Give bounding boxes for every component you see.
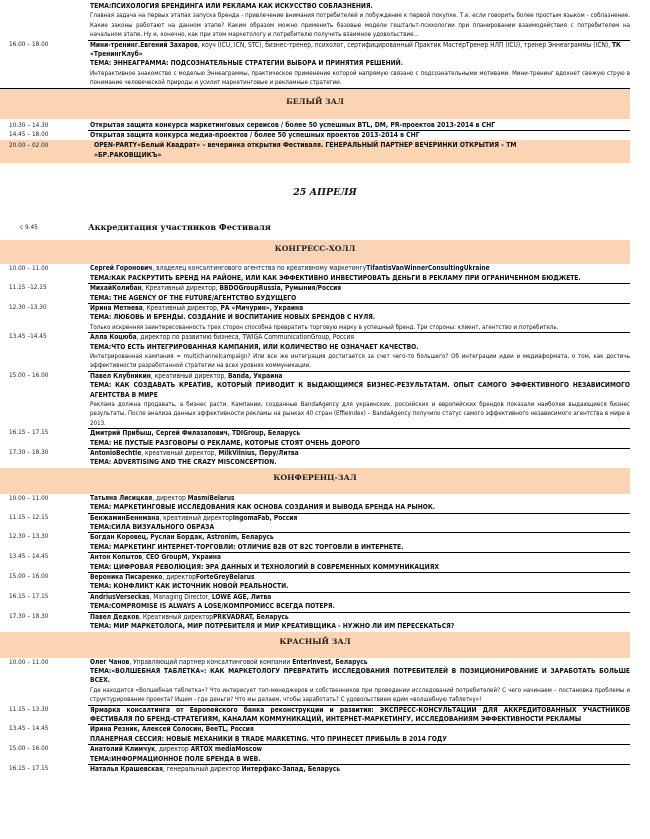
session-topic: ТЕМА: ЭННЕАГРАММА: ПОДСОЗНАТЕЛЬНЫЕ СТРАТЕГИИ ВЫБОРА И ПРИНЯТИЯ РЕШЕНИЙ. <box>90 59 403 68</box>
session-time: 16.15 – 17.15 <box>9 591 49 600</box>
session-time: 17.30 – 18.30 <box>9 611 49 620</box>
speaker-name: Татьяна Лисицкая <box>90 493 153 502</box>
session-topic: ТЕМА: МИР МАРКЕТОЛОГА, МИР ПОТРЕБИТЕЛЯ И МИР КРЕАТИВЩИКА - НУЖНО ЛИ ИМ ПЕРЕСЕКАТЬСЯ? <box>90 622 455 631</box>
session-row <box>0 724 650 744</box>
speaker-org: ARTOX mediaMoscow <box>190 745 263 754</box>
session-topic: ТЕМА: КАК СОЗДАВАТЬ КРЕАТИВ, КОТОРЫЙ ПРИВОДИТ К ВЫДАЮЩИМСЯ БИЗНЕС-РЕЗУЛЬТАТАМ. ОПЫТ САМОГО ЭФФЕКТИВНОГО НЕЗАВИСИМОГО АГЕНТСТВА В МИРЕ <box>90 381 630 399</box>
speaker-role: , Креативный директор <box>139 612 214 621</box>
speaker-line <box>90 514 630 523</box>
speaker-org: MilkVilnius, Перу/Литва <box>218 449 299 457</box>
speaker-org: Banda, Украина <box>228 371 283 380</box>
speaker-line <box>90 533 630 542</box>
accreditation-text: Аккредитация участников Фестиваля <box>88 222 271 233</box>
speaker-name: Сергей Горонович <box>90 264 153 273</box>
session-topic: ТЕМА: МАРКЕТИНГ ИНТЕРНЕТ-ТОРГОВЛИ: ОТЛИЧИЕ B2B ОТ B2C ТОРГОВЛИ В ИНТЕРНЕТЕ. <box>90 542 404 551</box>
session-content <box>88 552 630 572</box>
session-content <box>88 448 630 468</box>
speaker-name: Ирина Метнева <box>90 303 143 312</box>
session-topic: ТЕМА:ЧТО ЕСТЬ ИНТЕГРИРОВАННАЯ КАМПАНИЯ, ИЛИ КОЛИЧЕСТВО НЕ ОЗНАЧАЕТ КАЧЕСТВО. <box>90 342 419 351</box>
session-time: 11.15 – 12.15 <box>9 512 49 521</box>
speaker-org: BBDOGroupRussia, Румыния/Россия <box>219 284 342 293</box>
session-time: 16.00 – 18.00 <box>9 39 49 48</box>
session-row <box>0 130 650 140</box>
session-row <box>0 532 650 552</box>
session-topic: ТЕМА:КАК РАСКРУТИТЬ БРЕНД НА РАЙОНЕ, ИЛИ КАК ЭФФЕКТИВНО ИНВЕСТИРОВАТЬ ДЕНЬГИ В РЕКЛАМУ ПРИ ОГРАНИЧЕННОМ БЮДЖЕТЕ. <box>90 273 581 282</box>
speaker-name: AntonioBechtle <box>90 449 142 457</box>
session-row <box>0 764 650 774</box>
speaker-org: EnterInvest, Беларусь <box>292 657 368 666</box>
session-content <box>88 332 630 371</box>
speaker-name: AndriusVerseckas <box>90 592 150 601</box>
speaker-name: Павел Дедков <box>90 612 140 621</box>
speaker-org: LOWE AGE, Литва <box>211 592 272 601</box>
session-content <box>88 724 630 744</box>
speaker-line <box>90 725 630 734</box>
speaker-org: PRKVADRAT, Беларусь <box>213 612 289 621</box>
session-time: 10.00 – 11.00 <box>9 493 49 502</box>
speaker-line <box>90 613 630 622</box>
session-time: 15.00 – 16.00 <box>9 744 49 753</box>
session-content <box>88 705 630 725</box>
hall-header-white: БЕЛЫЙ ЗАЛ <box>0 88 630 119</box>
session-title: OPEN-PARTY«Белый Квадрат» – вечеринка открытия Фестиваля. ГЕНЕРАЛЬНЫЙ ПАРТНЕР ВЕЧЕРИНКИ ОТКРЫТИЯ – ТМ «БР.РАКОВЩИКЪ» <box>94 141 517 159</box>
session-row <box>0 40 650 88</box>
speaker-role: , директор <box>152 493 188 502</box>
speaker-line <box>90 304 630 313</box>
session-row <box>0 612 650 632</box>
session-row <box>0 140 630 163</box>
session-description: Только искренняя заинтересованность трех сторон способна превратить торговую марку в успешный бренд. Три стороны: клиент, агентство и потребитель. <box>90 323 559 331</box>
session-time: 12.30 – 13.30 <box>9 532 49 541</box>
speaker-name: Богдан Коровец, Руслан Бордак, Astronim, Беларусь <box>90 533 274 542</box>
speaker-name: Павел Клубникин <box>90 371 151 380</box>
session-time: 13.45 –14.45 <box>9 332 47 341</box>
session-topic: ТЕМА: НЕ ПУСТЫЕ РАЗГОВОРЫ О РЕКЛАМЕ, КОТОРЫЕ СТОЯТ ОЧЕНЬ ДОРОГО <box>90 438 361 447</box>
session-topic: ТЕМА: ADVERTISING AND THE CRAZY MISCONCEPTION. <box>90 458 277 467</box>
session-row <box>0 264 650 283</box>
session-time: 16.15 – 17.15 <box>9 428 49 437</box>
session-description: Интерактивное знакомство с моделью Эннеаграммы, практическое применение которой напрямую связано с подсознательными мотивами. Мини-тренинг вдохнет свежую струю в понимание человеческой природы и усилит маркетинговые и рекламные стратегии. <box>90 69 630 87</box>
session-row <box>0 705 650 725</box>
session-time <box>0 2 88 40</box>
speaker-role: , директор по развитию бизнеса, TWIGA CommunicationGroup, Россия <box>136 333 354 342</box>
session-description: Реклама должна продавать, а бизнес расти. Кампании, созданные BandaAgency для украинских, российских и европейских брендов показали наиболее выдающиеся бизнес результаты. После анализа данных эффективности рекламы на рынках 40 стран (EffieIndex) – BandaAgency получило статус самого эффективного независимого агентства в мире в 2013. <box>90 400 630 427</box>
speaker-org: Интерфакс-Запад, Беларусь <box>241 764 341 773</box>
session-row <box>0 2 650 40</box>
speaker-line <box>90 372 630 381</box>
speaker-role: , креативный директор, <box>141 449 219 457</box>
session-content <box>88 592 630 612</box>
speaker-org: TDIGroup, Беларусь <box>231 429 301 438</box>
speaker-line <box>90 765 630 774</box>
session-content <box>88 744 630 764</box>
speaker-name: Мини-тренинг.Евгений Захаров <box>90 40 198 49</box>
speaker-name: Алла Коцюба <box>90 333 137 342</box>
session-row <box>0 592 650 612</box>
hall-header-congress: КОНГРЕСС-ХОЛЛ <box>0 240 630 264</box>
speaker-line <box>90 284 630 293</box>
session-topic: ТЕМА: THE AGENCY OF THE FUTURE/АГЕНТСТВО БУДУЩЕГО <box>90 293 297 302</box>
session-content <box>88 40 630 88</box>
session-row <box>0 744 650 764</box>
session-row <box>0 513 650 533</box>
session-content <box>88 303 630 332</box>
session-description: Интегрированная кампания = multichannelcampaign? Или все же интеграция достигается за счет чего-то большего? Об интеграции идеи и медиаформата, о том, как достичь эффективности разработанной стратегии на всех уровнях коммуникации. <box>90 352 630 370</box>
session-topic: ПЛАНЕРНАЯ СЕССИЯ: НОВЫЕ МЕХАНИКИ В TRADE MARKETING. ЧТО ПРИНЕСЕТ ПРИБЫЛЬ В 2014 ГОДУ <box>90 734 447 743</box>
speaker-role: , коуч (ICU, ICN, STC), бизнес-тренер, психолог, сертифицированный Практик МастерТренер НЛП (ICU), тренер Эннеаграммы (ICN), <box>197 40 612 49</box>
accreditation-time: с 9.45 <box>20 222 38 231</box>
speaker-org: РА «Мичурин», Украина <box>220 303 304 312</box>
speaker-line <box>90 333 630 342</box>
speaker-line <box>90 264 630 273</box>
session-content <box>88 283 630 303</box>
session-time: 10.00 – 11.00 <box>9 657 49 666</box>
session-content <box>88 612 630 632</box>
session-title: Открытая защита конкурса медиа-проектов / более 50 успешных проектов 2013-2014 в СНГ <box>88 130 630 140</box>
session-row <box>0 121 650 130</box>
speaker-name: Дмитрий Прибыш, Сергей Филазапович, <box>90 429 231 438</box>
speaker-line <box>90 745 630 754</box>
session-content <box>88 513 630 533</box>
speaker-name: Вероника Писаренко <box>90 573 163 582</box>
session-topic: ТЕМА:COMPROMISE IS ALWAYS A LOSE/КОМПРОМИСС ВСЕГДА ПОТЕРЯ. <box>90 602 335 611</box>
speaker-line <box>90 553 630 562</box>
session-content <box>88 371 630 428</box>
speaker-role: , Управляющий партнер консалтинговой компании <box>129 657 293 666</box>
session-time: 14.45 – 18.00 <box>9 130 49 139</box>
session-content <box>88 658 630 705</box>
session-row <box>0 303 650 332</box>
session-content <box>88 532 630 552</box>
session-topic: ТЕМА: КОНФЛИКТ КАК ИСТОЧНИК НОВОЙ РЕАЛЬНОСТИ. <box>90 582 289 591</box>
speaker-role: , креативный директор, <box>150 371 228 380</box>
speaker-org: CEO GroupM, Украина <box>145 553 221 562</box>
date-heading: 25 АПРЕЛЯ <box>293 187 357 199</box>
session-row <box>0 283 650 303</box>
speaker-role: , креативный директор <box>159 513 233 522</box>
session-content <box>88 2 630 40</box>
speaker-name: Антон Копытов <box>90 553 143 562</box>
session-time: 10.30 – 14.30 <box>9 120 49 129</box>
session-content <box>88 494 630 513</box>
speaker-org: ForteGreyBelarus <box>195 573 255 582</box>
speaker-name: Ирина Резник, Алексей Солосин, BeeTL, Россия <box>90 725 254 734</box>
session-topic: ТЕМА:СИЛА ВИЗУАЛЬНОГО ОБРАЗА <box>90 523 215 532</box>
session-row <box>0 448 650 468</box>
session-time: 15.00 – 16.00 <box>9 370 49 379</box>
speaker-org: IngomaFab, Россия <box>232 513 298 522</box>
speaker-role: , Managing Director, <box>149 592 212 601</box>
speaker-name: Анатолий Климчук <box>90 745 156 754</box>
session-title: Открытая защита конкурса маркетинговых сервисов / более 50 успешных BTL, DM, PR-проектов 2013-2014 в СНГ <box>90 120 496 129</box>
session-row <box>0 494 650 513</box>
speaker-role: , владелец консалтингового агентства по креативному маркетингу <box>152 264 367 273</box>
session-time: 11.15 – 13.30 <box>9 704 49 713</box>
session-content <box>88 764 630 774</box>
speaker-line <box>90 593 630 602</box>
session-content <box>88 572 630 592</box>
speaker-name: БенжаминБеннмана <box>90 513 160 522</box>
speaker-org: ТК «ТренингКлуб» <box>90 40 621 59</box>
session-topic: ТЕМА: ЦИФРОВАЯ РЕВОЛЮЦИЯ: ЭРА ДАННЫХ И ТЕХНОЛОГИЙ В СОВРЕМЕННЫХ КОММУНИКАЦИЯХ <box>90 562 439 571</box>
hall-header-red: КРАСНЫЙ ЗАЛ <box>0 632 630 658</box>
session-row <box>0 428 650 448</box>
speaker-name: Наталья Крашевская <box>90 764 163 773</box>
session-row <box>0 658 650 705</box>
session-topic: Ярмарка консалтинга от Европейского банка реконструкции и развития: ЭКСПРЕСС-КОНСУЛЬТАЦИИ ДЛЯ АККРЕДИТОВАННЫХ УЧАСТНИКОВ ФЕСТИВАЛЯ ПО БРЕНД-СТРАТЕГИЯМ, КАНАЛАМ КОММУНИКАЦИЙ, ИНТЕРНЕТ-МАРКЕТИНГУ, ИССЛЕДОВАНИЯМ ЭФФЕКТИВНОСТИ РЕКЛАМЫ <box>90 705 630 723</box>
session-row <box>0 371 650 428</box>
speaker-role: , Креативный директор, <box>141 284 220 293</box>
session-description: Где находится «Волшебная таблетка»? Что интересует топ-менеджеров и собственников при проведении исследований потребителей? С чего начинаем – постановка проблемы и структурирование проекта? Ищем - где деньги? Что мы делаем, чтобы заработать? С удовольствием едим «волшебную таблетку»! <box>90 686 630 704</box>
speaker-role: , Креативный директор, <box>142 303 221 312</box>
session-topic: ТЕМА:«ВОЛШЕБНАЯ ТАБЛЕТКА»: КАК МАРКЕТОЛОГУ ПРЕВРАТИТЬ ИССЛЕДОВАНИЯ ПОТРЕБИТЕЛЕЙ В ПОЗИЦИОНИРОВАНИЕ И ЗАРАБОТАТЬ БОЛЬШЕ ВСЕХ. <box>90 666 630 685</box>
session-time: 10.00 – 11.00 <box>9 264 49 273</box>
session-time: 13.45 – 14.45 <box>9 552 49 561</box>
session-time: 13.45 – 14.45 <box>9 724 49 733</box>
speaker-org: MasmiBelarus <box>187 493 235 502</box>
session-description: Главная задача на первых этапах запуска бренда - привлечение внимания потребителей и побуждение к первой покупке. Т.е. если говорить более простым языком - соблазнение. Какие законы работают на данном этапе? Каким образом можно применить базовые модели гештальт-психологии при планировании взаимодействия с потребителем на начальном этапе. Ну и, конечно, как при этом маркетологу и потребителю получить взаимное удовольствие... <box>90 12 630 39</box>
session-time: 15.00 – 16.00 <box>9 572 49 581</box>
speaker-role: , директор <box>162 573 196 582</box>
session-content <box>88 264 630 283</box>
session-time: 11.15 –12.15 <box>9 283 47 292</box>
session-row <box>0 552 650 572</box>
session-time: 20.00 – 02.00 <box>9 141 49 150</box>
session-topic: ТЕМА: ЛЮБОВЬ И БРЕНДЫ. СОЗДАНИЕ И ВОСПИТАНИЕ НОВЫХ БРЕНДОВ С НУЛЯ. <box>90 313 376 322</box>
session-topic: ТЕМА: МАРКЕТИНГОВЫЕ ИССЛЕДОВАНИЯ КАК ОСНОВА СОЗДАНИЯ И ВЫВОДА БРЕНДА НА РЫНОК. <box>90 503 436 512</box>
session-time: 17.30 – 18.30 <box>9 448 49 456</box>
speaker-role: , директор <box>155 745 191 754</box>
session-topic: ТЕМА:ПСИХОЛОГИЯ БРЕНДИНГА ИЛИ РЕКЛАМА КАК ИСКУССТВО СОБЛАЗНЕНИЯ. <box>90 2 373 10</box>
speaker-line <box>90 449 630 458</box>
speaker-role: , генеральный директор <box>162 764 242 773</box>
session-row <box>0 572 650 592</box>
session-time: 16.15 – 17.15 <box>9 763 49 772</box>
speaker-line <box>90 429 630 438</box>
speaker-role: , <box>142 553 146 562</box>
hall-header-conference: КОНФЕРЕНЦ-ЗАЛ <box>0 468 630 494</box>
session-time: 12.30 –13.30 <box>9 302 47 311</box>
speaker-line <box>90 494 630 503</box>
accreditation-row <box>0 215 650 239</box>
session-content <box>88 428 630 448</box>
session-topic: ТЕМА:ИНФОРМАЦИОННОЕ ПОЛЕ БРЕНДА В WEB. <box>90 754 261 763</box>
speaker-name: Олег Чанов <box>90 657 130 666</box>
speaker-name: МихайКолибан <box>90 284 142 293</box>
session-row <box>0 332 650 371</box>
speaker-line <box>90 658 630 667</box>
speaker-org: TifantisVanWinnerConsultingUkraine <box>366 264 490 273</box>
